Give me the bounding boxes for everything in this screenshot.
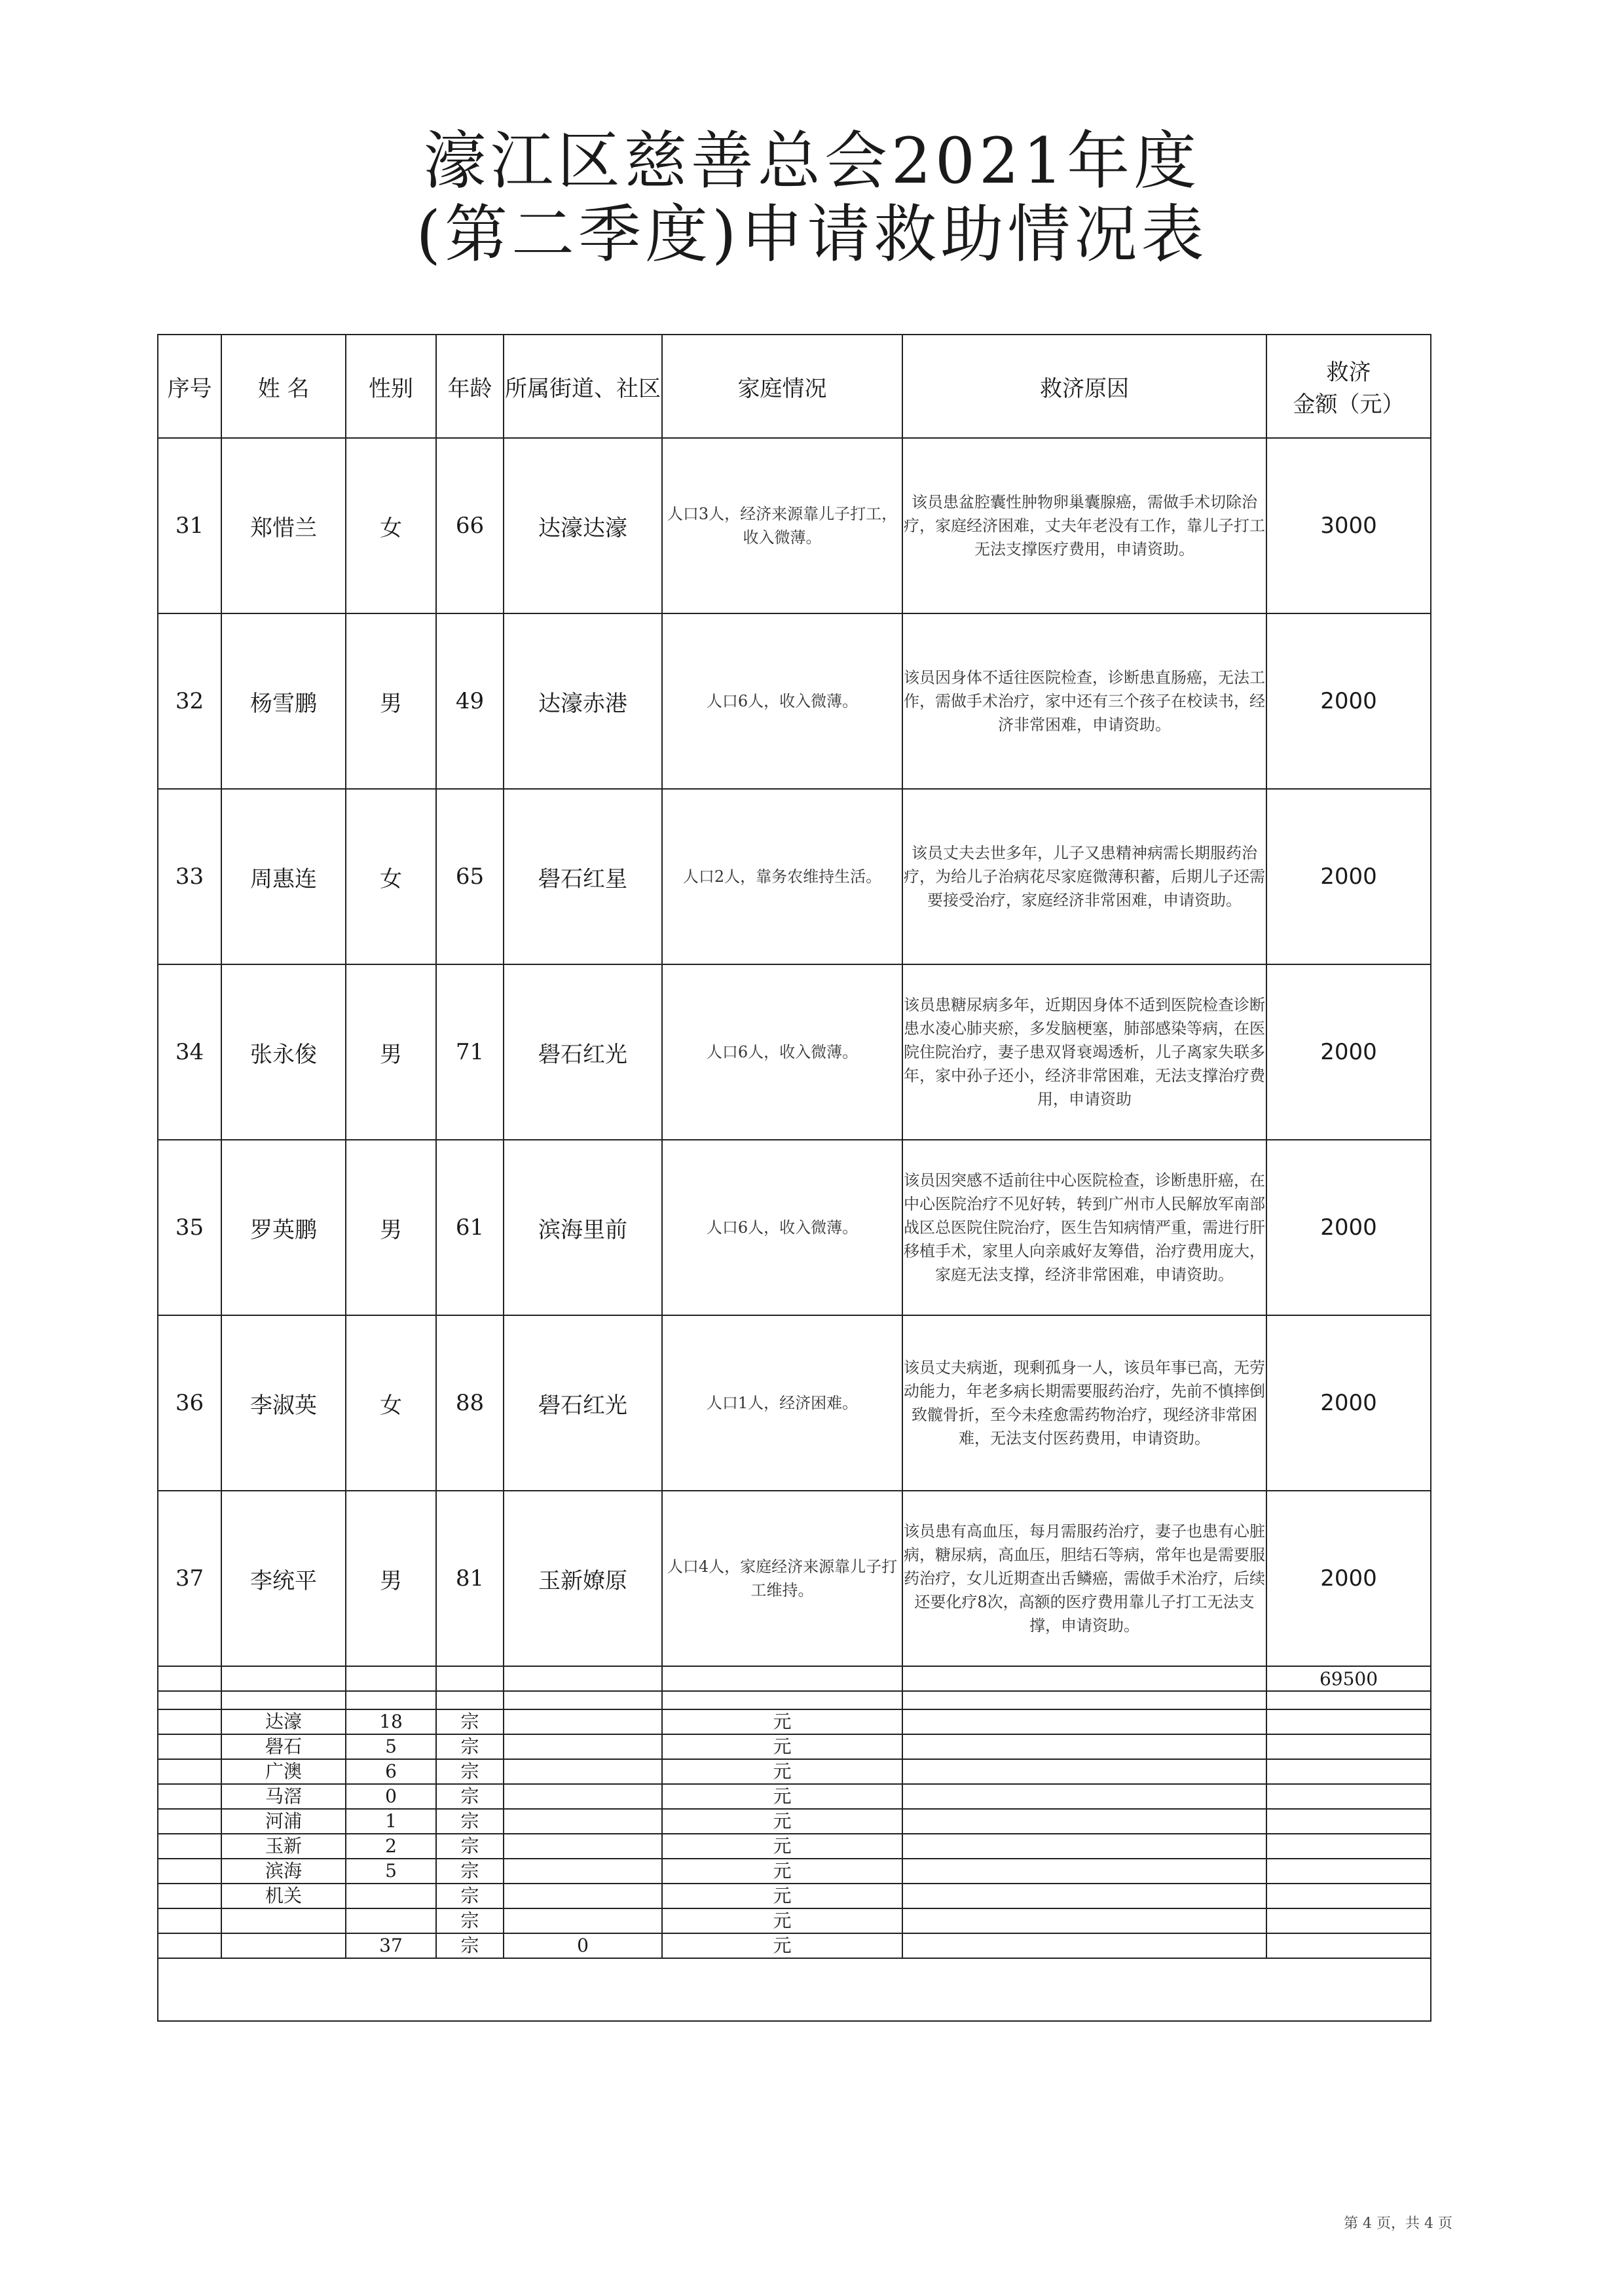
cell-district: 达濠赤港 <box>504 613 662 789</box>
cell-reason: 该员患盆腔囊性肿物卵巢囊腺癌，需做手术切除治疗，家庭经济困难，丈夫年老没有工作，靠儿子打工无法支撑医疗费用，申请资助。 <box>902 438 1266 613</box>
cell-name: 李统平 <box>221 1491 346 1666</box>
tally-row <box>158 1759 1431 1784</box>
cell-seq: 35 <box>158 1140 221 1315</box>
cell-seq: 33 <box>158 789 221 964</box>
tally-yuan: 元 <box>662 1809 902 1834</box>
tally-unit: 宗 <box>436 1759 504 1784</box>
tally-money <box>504 1908 662 1933</box>
header-family: 家庭情况 <box>662 335 902 438</box>
cell-gender: 女 <box>346 1315 436 1491</box>
tally-area <box>221 1908 346 1933</box>
tally-money <box>504 1734 662 1759</box>
tally-yuan: 元 <box>662 1884 902 1908</box>
tally-money <box>504 1759 662 1784</box>
tally-money <box>504 1784 662 1809</box>
tally-area <box>221 1933 346 1958</box>
tally-money <box>504 1834 662 1859</box>
cell-district: 礐石红光 <box>504 964 662 1140</box>
cell-seq: 36 <box>158 1315 221 1491</box>
tally-count: 6 <box>346 1759 436 1784</box>
cell-amount: 2000 <box>1266 789 1431 964</box>
tally-area: 河浦 <box>221 1809 346 1834</box>
header-district: 所属街道、社区 <box>504 335 662 438</box>
table-row <box>158 964 1431 1140</box>
tally-count: 0 <box>346 1784 436 1809</box>
header-gender: 性别 <box>346 335 436 438</box>
tally-yuan: 元 <box>662 1784 902 1809</box>
cell-gender: 男 <box>346 964 436 1140</box>
cell-age: 61 <box>436 1140 504 1315</box>
header-age: 年龄 <box>436 335 504 438</box>
cell-amount: 2000 <box>1266 613 1431 789</box>
tally-yuan: 元 <box>662 1734 902 1759</box>
tally-money <box>504 1884 662 1908</box>
table-row <box>158 1140 1431 1315</box>
cell-seq: 34 <box>158 964 221 1140</box>
tally-unit: 宗 <box>436 1859 504 1884</box>
cell-age: 71 <box>436 964 504 1140</box>
tally-count: 1 <box>346 1809 436 1834</box>
cell-district: 达濠达濠 <box>504 438 662 613</box>
tally-count <box>346 1884 436 1908</box>
tally-unit: 宗 <box>436 1809 504 1834</box>
cell-amount: 3000 <box>1266 438 1431 613</box>
tally-row <box>158 1709 1431 1734</box>
tally-yuan: 元 <box>662 1759 902 1784</box>
cell-district: 礐石红星 <box>504 789 662 964</box>
tally-area: 马滘 <box>221 1784 346 1809</box>
cell-seq: 31 <box>158 438 221 613</box>
tally-row <box>158 1908 1431 1933</box>
cell-name: 杨雪鹏 <box>221 613 346 789</box>
tally-money: 0 <box>504 1933 662 1958</box>
header-amount <box>1266 335 1431 438</box>
cell-family: 人口6人，收入微薄。 <box>662 1140 902 1315</box>
cell-name: 罗英鹏 <box>221 1140 346 1315</box>
cell-reason: 该员因突感不适前往中心医院检查，诊断患肝癌，在中心医院治疗不见好转，转到广州市人民解放军南部战区总医院住院治疗，医生告知病情严重，需进行肝移植手术，家里人向亲戚好友筹借，治疗费用庞大，家庭无法支撑，经济非常困难，申请资助。 <box>902 1140 1266 1315</box>
header-reason: 救济原因 <box>902 335 1266 438</box>
tally-total-row <box>158 1933 1431 1958</box>
header-amount-line2: 金额（元） <box>1293 392 1405 418</box>
tally-count: 5 <box>346 1859 436 1884</box>
tally-row <box>158 1809 1431 1834</box>
cell-age: 88 <box>436 1315 504 1491</box>
table-footer-row <box>158 1958 1431 2021</box>
table-row <box>158 438 1431 613</box>
tally-count: 2 <box>346 1834 436 1859</box>
tally-money <box>504 1709 662 1734</box>
table-row <box>158 1491 1431 1666</box>
cell-age: 65 <box>436 789 504 964</box>
tally-unit: 宗 <box>436 1734 504 1759</box>
tally-money <box>504 1859 662 1884</box>
cell-amount: 2000 <box>1266 1140 1431 1315</box>
cell-reason: 该员患糖尿病多年，近期因身体不适到医院检查诊断患水凌心肺夹瘀，多发脑梗塞，肺部感染等病，在医院住院治疗，妻子患双肾衰竭透析，儿子离家失联多年，家中孙子还小，经济非常困难，无法支撑治疗费用，申请资助 <box>902 964 1266 1140</box>
relief-table <box>157 334 1431 2022</box>
cell-name: 张永俊 <box>221 964 346 1140</box>
tally-unit: 宗 <box>436 1933 504 1958</box>
cell-seq: 32 <box>158 613 221 789</box>
cell-family: 人口3人，经济来源靠儿子打工，收入微薄。 <box>662 438 902 613</box>
tally-area: 达濠 <box>221 1709 346 1734</box>
table-row <box>158 613 1431 789</box>
total-row <box>158 1666 1431 1691</box>
tally-area: 广澳 <box>221 1759 346 1784</box>
tally-yuan: 元 <box>662 1834 902 1859</box>
page-title-line2: (第二季度)申请救助情况表 <box>416 198 1208 271</box>
tally-unit: 宗 <box>436 1834 504 1859</box>
cell-amount: 2000 <box>1266 1315 1431 1491</box>
cell-name: 郑惜兰 <box>221 438 346 613</box>
tally-count <box>346 1908 436 1933</box>
tally-yuan: 元 <box>662 1859 902 1884</box>
cell-district: 玉新嫽原 <box>504 1491 662 1666</box>
cell-amount: 2000 <box>1266 964 1431 1140</box>
tally-row <box>158 1859 1431 1884</box>
cell-age: 66 <box>436 438 504 613</box>
cell-name: 李淑英 <box>221 1315 346 1491</box>
tally-count: 5 <box>346 1734 436 1759</box>
table-header-row <box>158 335 1431 438</box>
header-amount-line1: 救济 <box>1326 359 1371 386</box>
tally-unit: 宗 <box>436 1884 504 1908</box>
cell-family: 人口1人，经济困难。 <box>662 1315 902 1491</box>
cell-reason: 该员丈夫去世多年，儿子又患精神病需长期服药治疗，为给儿子治病花尽家庭微薄积蓄，后期儿子还需要接受治疗，家庭经济非常困难，申请资助。 <box>902 789 1266 964</box>
cell-family: 人口6人，收入微薄。 <box>662 613 902 789</box>
tally-count: 37 <box>346 1933 436 1958</box>
cell-seq: 37 <box>158 1491 221 1666</box>
tally-count: 18 <box>346 1709 436 1734</box>
cell-district: 礐石红光 <box>504 1315 662 1491</box>
tally-row <box>158 1784 1431 1809</box>
relief-table-container <box>157 334 1430 2022</box>
tally-area: 滨海 <box>221 1859 346 1884</box>
cell-district: 滨海里前 <box>504 1140 662 1315</box>
tally-yuan: 元 <box>662 1908 902 1933</box>
cell-name: 周惠连 <box>221 789 346 964</box>
cell-gender: 女 <box>346 438 436 613</box>
cell-age: 81 <box>436 1491 504 1666</box>
tally-row <box>158 1834 1431 1859</box>
header-name: 姓 名 <box>221 335 346 438</box>
cell-reason: 该员患有高血压，每月需服药治疗，妻子也患有心脏病，糖尿病，高血压，胆结石等病，常年也是需要服药治疗，女儿近期查出舌鳞癌，需做手术治疗，后续还要化疗8次，高额的医疗费用靠儿子打工无法支撑，申请资助。 <box>902 1491 1266 1666</box>
cell-family: 人口6人，收入微薄。 <box>662 964 902 1140</box>
cell-gender: 男 <box>346 1491 436 1666</box>
tally-row <box>158 1734 1431 1759</box>
cell-family: 人口4人，家庭经济来源靠儿子打工维持。 <box>662 1491 902 1666</box>
cell-amount: 2000 <box>1266 1491 1431 1666</box>
cell-family: 人口2人，靠务农维持生活。 <box>662 789 902 964</box>
tally-unit: 宗 <box>436 1908 504 1933</box>
tally-money <box>504 1809 662 1834</box>
blank-row <box>158 1691 1431 1709</box>
cell-gender: 男 <box>346 613 436 789</box>
tally-area: 玉新 <box>221 1834 346 1859</box>
cell-reason: 该员丈夫病逝，现剩孤身一人，该员年事已高，无劳动能力，年老多病长期需要服药治疗，先前不慎摔倒致髋骨折，至今未痊愈需药物治疗，现经济非常困难，无法支付医药费用，申请资助。 <box>902 1315 1266 1491</box>
page-title-line1: 濠江区慈善总会2021年度 <box>423 124 1201 198</box>
tally-yuan: 元 <box>662 1709 902 1734</box>
cell-reason: 该员因身体不适往医院检查，诊断患直肠癌，无法工作，需做手术治疗，家中还有三个孩子在校读书，经济非常困难，申请资助。 <box>902 613 1266 789</box>
page-number: 第 4 页，共 4 页 <box>1344 2215 1452 2232</box>
tally-area: 礐石 <box>221 1734 346 1759</box>
total-amount: 69500 <box>1266 1666 1431 1691</box>
header-seq: 序号 <box>158 335 221 438</box>
tally-row <box>158 1884 1431 1908</box>
cell-gender: 男 <box>346 1140 436 1315</box>
table-row <box>158 1315 1431 1491</box>
tally-yuan: 元 <box>662 1933 902 1958</box>
table-row <box>158 789 1431 964</box>
tally-area: 机关 <box>221 1884 346 1908</box>
cell-age: 49 <box>436 613 504 789</box>
cell-gender: 女 <box>346 789 436 964</box>
tally-unit: 宗 <box>436 1784 504 1809</box>
tally-unit: 宗 <box>436 1709 504 1734</box>
